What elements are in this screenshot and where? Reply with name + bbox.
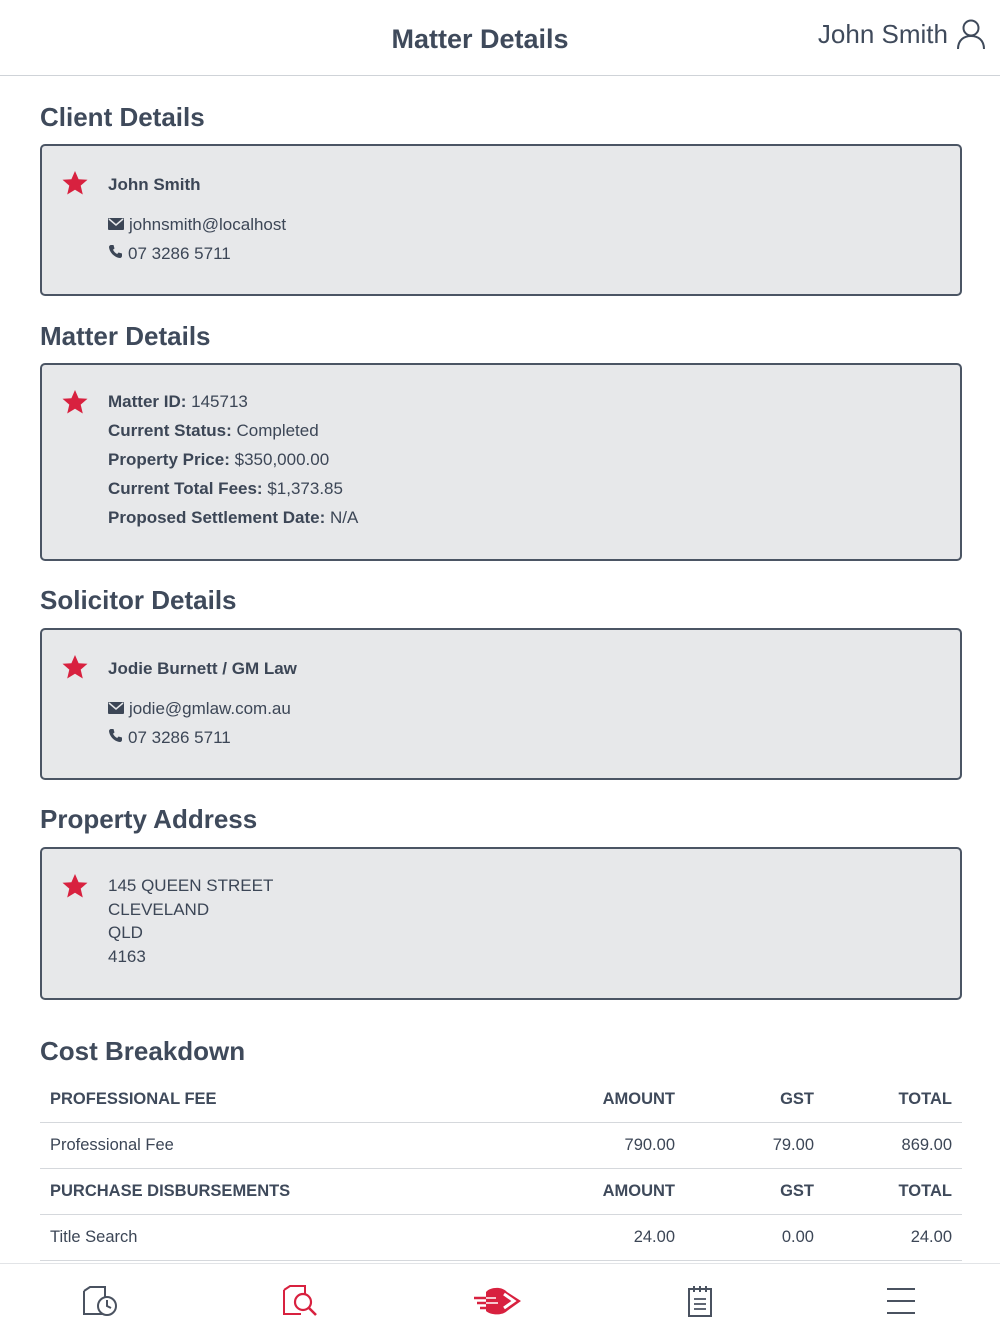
cost-total: 24.00 (910, 1228, 952, 1246)
nav-matter-search[interactable] (280, 1281, 320, 1321)
property-address-card (40, 847, 962, 1000)
column-header: TOTAL (898, 1090, 952, 1108)
user-icon[interactable] (956, 18, 986, 50)
field-value: $350,000.00 (234, 450, 330, 469)
address-state: QLD (108, 923, 143, 942)
cost-item-name: Title Search (50, 1228, 138, 1246)
solicitor-email-row[interactable] (108, 694, 297, 723)
table-header-row (40, 1169, 962, 1215)
field-label: Current Status: (108, 421, 232, 440)
client-email-row[interactable] (108, 210, 286, 239)
menu-icon[interactable] (886, 1286, 916, 1316)
solicitor-details-heading: Solicitor Details (40, 585, 237, 615)
field-label: Matter ID: (108, 392, 187, 411)
star-icon (61, 389, 89, 420)
table-row (40, 1215, 962, 1261)
field-value: Completed (236, 421, 319, 440)
table-header-row (40, 1077, 962, 1123)
client-phone[interactable]: 07 3286 5711 (128, 243, 231, 263)
star-icon (61, 873, 89, 904)
cost-gst: 79.00 (772, 1136, 814, 1154)
property-address-heading: Property Address (40, 804, 258, 834)
cost-breakdown-table (40, 1077, 962, 1261)
address-street: 145 QUEEN STREET (108, 876, 274, 895)
cost-amount: 790.00 (624, 1136, 675, 1154)
star-icon (61, 170, 89, 201)
address-postcode: 4163 (108, 946, 146, 966)
client-phone-row[interactable] (108, 239, 286, 268)
matter-history-icon[interactable] (81, 1285, 119, 1317)
solicitor-phone-row[interactable] (108, 723, 297, 752)
matter-search-icon[interactable] (281, 1284, 319, 1318)
column-header: GST (780, 1182, 814, 1200)
cost-item-name: Professional Fee (50, 1136, 174, 1154)
matter-details-heading: Matter Details (40, 321, 211, 351)
field-value: N/A (330, 508, 359, 527)
cost-amount: 24.00 (633, 1228, 675, 1246)
client-name: John Smith (108, 175, 201, 194)
column-header: TOTAL (898, 1182, 952, 1200)
nav-matter-history[interactable] (80, 1281, 120, 1321)
column-header: PURCHASE DISBURSEMENTS (50, 1182, 291, 1200)
matter-id-field (108, 387, 358, 416)
field-label: Proposed Settlement Date: (108, 508, 326, 527)
nav-menu[interactable] (881, 1281, 921, 1321)
notepad-icon[interactable] (687, 1284, 713, 1318)
field-label: Property Price: (108, 450, 230, 469)
star-icon (61, 654, 89, 685)
cost-breakdown-heading: Cost Breakdown (40, 1036, 246, 1066)
solicitor-details-card (40, 628, 962, 780)
client-details-card (40, 144, 962, 296)
phone-icon (108, 728, 123, 748)
cost-total: 869.00 (901, 1136, 952, 1154)
user-profile[interactable] (818, 18, 986, 50)
address-suburb: CLEVELAND (108, 899, 210, 919)
nav-notes[interactable] (680, 1281, 720, 1321)
user-name[interactable]: John Smith (817, 18, 948, 49)
solicitor-phone[interactable]: 07 3286 5711 (128, 727, 231, 747)
property-price-field (108, 445, 358, 474)
client-details-heading: Client Details (40, 102, 205, 132)
column-header: AMOUNT (602, 1182, 675, 1200)
cost-gst: 0.00 (781, 1228, 814, 1246)
envelope-icon (108, 215, 124, 235)
bottom-navigation (0, 1263, 1000, 1334)
column-header: AMOUNT (602, 1090, 675, 1108)
app-header (0, 0, 1000, 76)
field-value: 145713 (191, 392, 248, 411)
proposed-settlement-date-field (108, 503, 358, 532)
solicitor-name: Jodie Burnett / GM Law (108, 659, 297, 678)
envelope-icon (108, 699, 124, 719)
column-header: GST (780, 1090, 814, 1108)
matter-details-card (40, 363, 962, 561)
current-status-field (108, 416, 358, 445)
column-header: PROFESSIONAL FEE (50, 1090, 217, 1108)
field-value: $1,373.85 (267, 479, 343, 498)
field-label: Current Total Fees: (108, 479, 263, 498)
client-email[interactable]: johnsmith@localhost (129, 214, 287, 234)
nav-home[interactable] (478, 1281, 518, 1321)
phone-icon (108, 244, 123, 264)
page-title: Matter Details (391, 24, 569, 54)
table-row (40, 1123, 962, 1169)
app-logo-icon[interactable] (472, 1284, 524, 1318)
current-total-fees-field (108, 474, 358, 503)
solicitor-email[interactable]: jodie@gmlaw.com.au (129, 698, 291, 718)
